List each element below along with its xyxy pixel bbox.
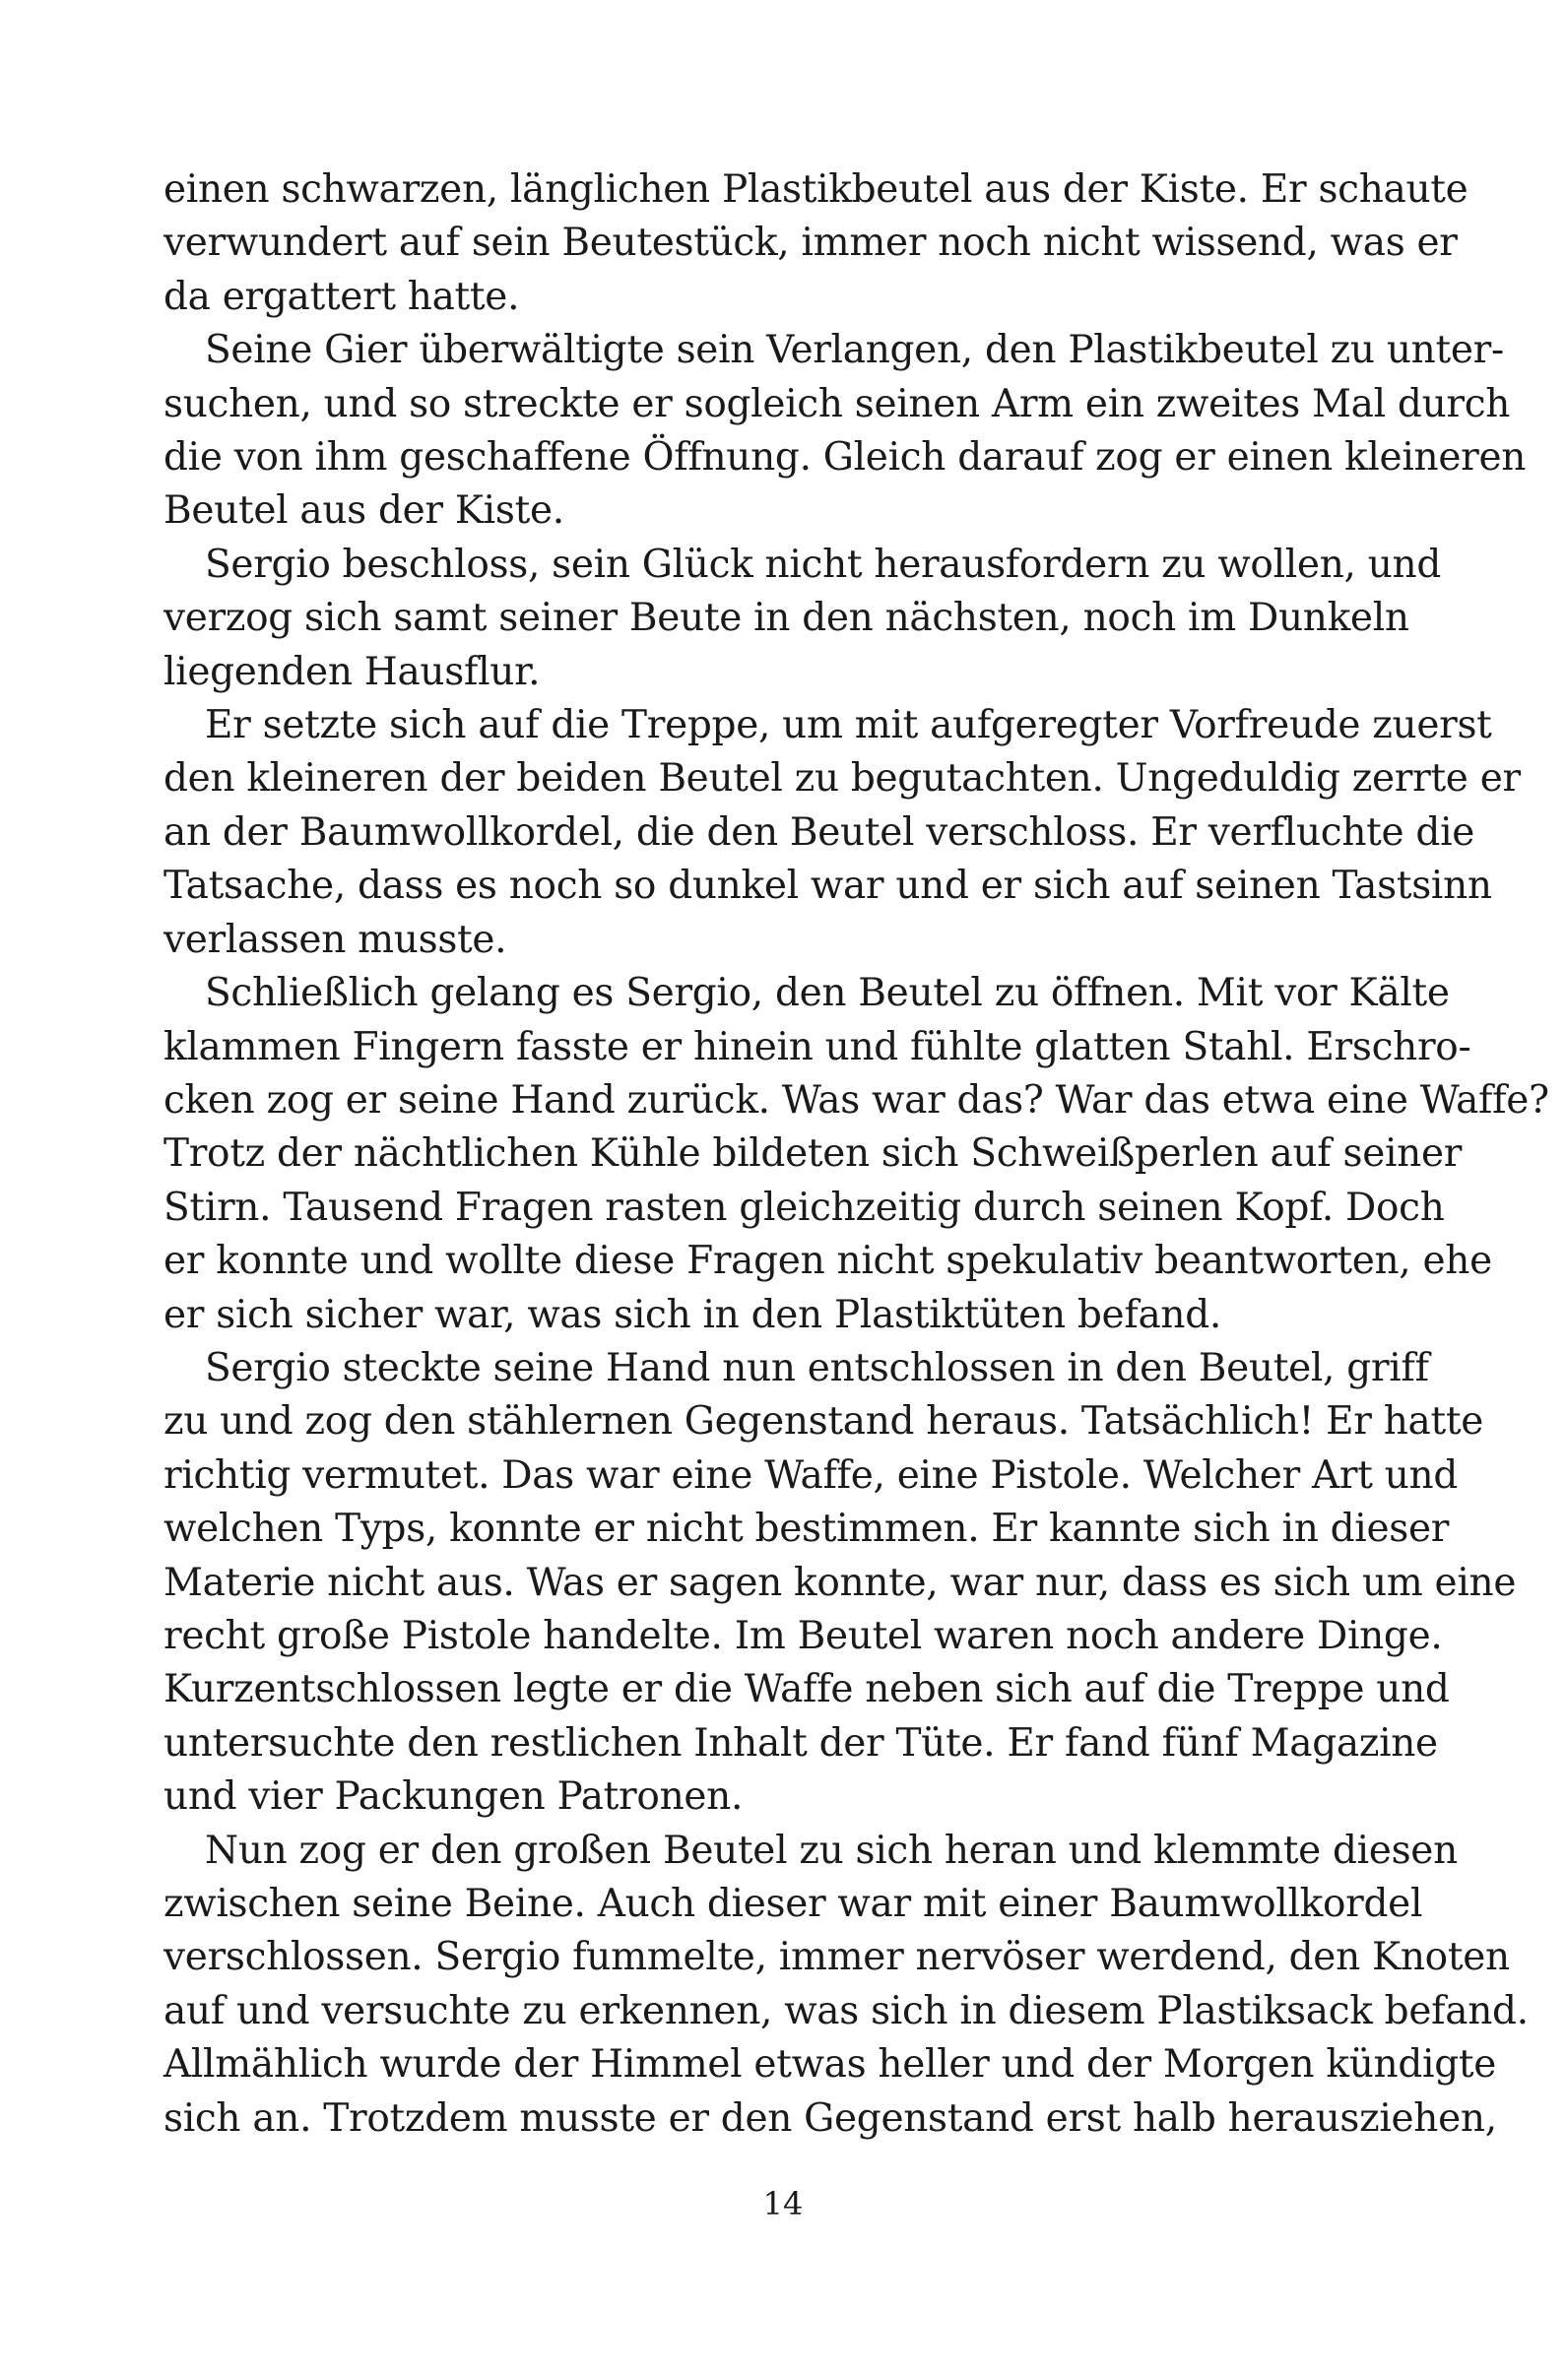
- text-line: richtig vermutet. Das war eine Waffe, eine Pistole. Welcher Art und: [163, 1452, 1458, 1498]
- body-text: [163, 163, 1549, 2146]
- text-line: auf und versuchte zu erkennen, was sich in diesem Plastiksack befand.: [163, 1988, 1529, 2033]
- text-line: Materie nicht aus. Was er sagen konnte, war nur, dass es sich um eine: [163, 1560, 1517, 1605]
- paragraph: [163, 1342, 1517, 1825]
- text-line: sich an. Trotzdem musste er den Gegenstand erst halb herausziehen,: [163, 2095, 1497, 2141]
- text-line: Schließlich gelang es Sergio, den Beutel zu öffnen. Mit vor Kälte: [205, 971, 1450, 1016]
- text-line: die von ihm geschaffene Öffnung. Gleich darauf zog er einen kleineren: [163, 435, 1527, 481]
- text-line: untersuchte den restlichen Inhalt der Tüte. Er fand fünf Magazine: [163, 1720, 1438, 1766]
- text-line: cken zog er seine Hand zurück. Was war das? War das etwa eine Waffe?: [163, 1077, 1549, 1123]
- text-line: Kurzentschlossen legte er die Waffe neben sich auf die Treppe und: [163, 1667, 1450, 1712]
- text-line: Sergio steckte seine Hand nun entschlossen in den Beutel, griff: [205, 1345, 1429, 1390]
- paragraph: [163, 967, 1549, 1342]
- text-line: er sich sicher war, was sich in den Plastiktüten befand.: [163, 1292, 1221, 1337]
- text-line: da ergattert hatte.: [163, 274, 520, 319]
- page-number: 14: [762, 2185, 804, 2222]
- text-line: klammen Fingern fasste er hinein und fühlte glatten Stahl. Erschro-: [163, 1024, 1471, 1069]
- text-line: recht große Pistole handelte. Im Beutel waren noch andere Dinge.: [163, 1613, 1443, 1658]
- text-line: verwundert auf sein Beutestück, immer noch nicht wissend, was er: [163, 221, 1458, 266]
- text-line: verschlossen. Sergio fummelte, immer nervöser werdend, den Knoten: [163, 1935, 1510, 1980]
- text-line: zu und zog den stählernen Gegenstand heraus. Tatsächlich! Er hatte: [163, 1399, 1484, 1445]
- text-line: an der Baumwollkordel, die den Beutel verschloss. Er verfluchte die: [163, 809, 1475, 855]
- text-line: verzog sich samt seiner Beute in den nächsten, noch im Dunkeln: [163, 596, 1409, 641]
- text-line: welchen Typs, konnte er nicht bestimmen. Er kannte sich in dieser: [163, 1507, 1450, 1552]
- text-line: Tatsache, dass es noch so dunkel war und er sich auf seinen Tastsinn: [163, 864, 1492, 909]
- text-line: Allmählich wurde der Himmel etwas heller und der Morgen kündigte: [163, 2042, 1497, 2088]
- text-line: einen schwarzen, länglichen Plastikbeutel aus der Kiste. Er schaute: [163, 167, 1468, 212]
- text-line: suchen, und so streckte er sogleich seinen Arm ein zweites Mal durch: [163, 381, 1511, 426]
- paragraph: [163, 163, 1468, 324]
- text-line: und vier Packungen Patronen.: [163, 1774, 744, 1820]
- text-line: Nun zog er den großen Beutel zu sich heran und klemmte diesen: [205, 1828, 1458, 1873]
- text-line: Beutel aus der Kiste.: [163, 488, 564, 534]
- text-line: liegenden Hausflur.: [163, 649, 541, 694]
- text-line: Sergio beschloss, sein Glück nicht herausfordern zu wollen, und: [205, 542, 1442, 587]
- paragraph: [163, 1825, 1529, 2146]
- paragraph: [163, 699, 1521, 967]
- text-line: zwischen seine Beine. Auch dieser war mit einer Baumwollkordel: [163, 1882, 1423, 1926]
- text-line: Er setzte sich auf die Treppe, um mit aufgeregter Vorfreude zuerst: [205, 703, 1492, 748]
- text-line: Stirn. Tausend Fragen rasten gleichzeitig durch seinen Kopf. Doch: [163, 1185, 1445, 1230]
- text-line: er konnte und wollte diese Fragen nicht spekulativ beantworten, ehe: [163, 1239, 1492, 1284]
- paragraph: [163, 539, 1442, 699]
- text-line: den kleineren der beiden Beutel zu begutachten. Ungeduldig zerrte er: [163, 756, 1521, 802]
- paragraph: [163, 324, 1527, 539]
- text-line: Trotz der nächtlichen Kühle bildeten sich Schweißperlen auf seiner: [163, 1131, 1463, 1177]
- text-line: verlassen musste.: [163, 917, 507, 962]
- text-line: Seine Gier überwältigte sein Verlangen, den Plastikbeutel zu unter-: [205, 328, 1504, 373]
